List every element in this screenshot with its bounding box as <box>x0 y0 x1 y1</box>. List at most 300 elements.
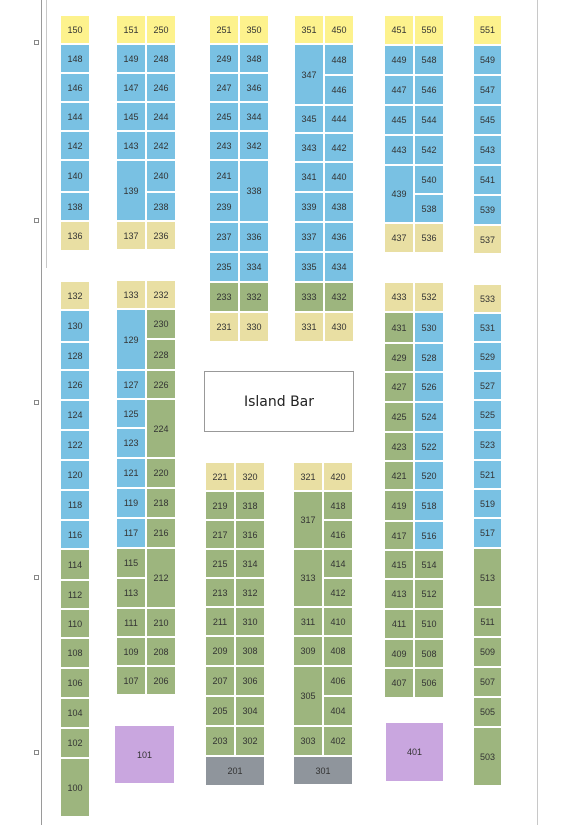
booth-546[interactable] <box>414 75 444 105</box>
booth-230[interactable] <box>146 309 176 339</box>
booth-439[interactable] <box>384 165 414 223</box>
booth-label: 510 <box>421 619 437 629</box>
booth-201[interactable] <box>205 756 265 786</box>
booth-251[interactable] <box>209 15 239 44</box>
booth-138[interactable] <box>60 192 90 221</box>
booth-142[interactable] <box>60 131 90 160</box>
booth-130[interactable] <box>60 310 90 342</box>
booth-226[interactable] <box>146 370 176 399</box>
booth-120[interactable] <box>60 460 90 490</box>
booth-446[interactable] <box>324 75 354 105</box>
booth-450[interactable] <box>324 15 354 44</box>
booth-241[interactable] <box>209 160 239 192</box>
booth-242[interactable] <box>146 131 176 160</box>
booth-label: 246 <box>153 82 169 93</box>
booth-213[interactable] <box>205 578 235 607</box>
booth-505[interactable] <box>473 697 502 727</box>
booth-133[interactable] <box>116 280 146 309</box>
booth-240[interactable] <box>146 160 176 192</box>
booth-label: 240 <box>153 171 169 181</box>
booth-label: 248 <box>153 53 169 64</box>
booth-314[interactable] <box>235 549 265 578</box>
booth-308[interactable] <box>235 636 265 666</box>
booth-418[interactable] <box>323 491 353 520</box>
booth-label: 216 <box>153 528 169 538</box>
booth-208[interactable] <box>146 637 176 666</box>
booth-408[interactable] <box>323 636 353 666</box>
booth-243[interactable] <box>209 131 239 160</box>
booth-306[interactable] <box>235 666 265 696</box>
booth-label: 249 <box>216 53 232 64</box>
booth-537[interactable] <box>473 225 502 254</box>
booth-221[interactable] <box>205 462 235 491</box>
booth-510[interactable] <box>414 609 444 639</box>
booth-151[interactable] <box>116 15 146 44</box>
booth-112[interactable] <box>60 580 90 609</box>
booth-409[interactable] <box>384 639 414 668</box>
booth-320[interactable] <box>235 462 265 491</box>
booth-451[interactable] <box>384 15 414 45</box>
booth-244[interactable] <box>146 102 176 131</box>
booth-136[interactable] <box>60 221 90 251</box>
booth-237[interactable] <box>209 222 239 252</box>
booth-206[interactable] <box>146 666 176 695</box>
booth-533[interactable] <box>473 284 502 313</box>
booth-410[interactable] <box>323 607 353 636</box>
booth-531[interactable] <box>473 313 502 342</box>
booth-139[interactable] <box>116 160 146 221</box>
booth-label: 239 <box>216 202 232 212</box>
booth-348[interactable] <box>239 44 269 73</box>
booth-532[interactable] <box>414 282 444 312</box>
booth-402[interactable] <box>323 726 353 756</box>
booth-547[interactable] <box>473 75 502 105</box>
booth-label: 210 <box>153 617 169 628</box>
booth-label: 201 <box>227 766 243 776</box>
booth-label: 421 <box>391 470 407 481</box>
booth-label: 524 <box>421 412 437 422</box>
booth-label: 348 <box>246 53 262 64</box>
booth-116[interactable] <box>60 520 90 549</box>
booth-312[interactable] <box>235 578 265 607</box>
booth-104[interactable] <box>60 698 90 728</box>
booth-427[interactable] <box>384 372 414 402</box>
booth-541[interactable] <box>473 165 502 195</box>
booth-525[interactable] <box>473 400 502 430</box>
booth-414[interactable] <box>323 549 353 578</box>
booth-label: 251 <box>216 24 232 35</box>
booth-321[interactable] <box>293 462 323 491</box>
booth-343[interactable] <box>294 133 324 162</box>
booth-311[interactable] <box>293 607 323 636</box>
booth-label: 308 <box>242 646 258 656</box>
booth-551[interactable] <box>473 15 502 45</box>
booth-338[interactable] <box>239 160 269 222</box>
booth-129[interactable] <box>116 309 146 370</box>
booth-339[interactable] <box>294 192 324 222</box>
booth-117[interactable] <box>116 518 146 548</box>
booth-label: 321 <box>300 471 316 482</box>
booth-536[interactable] <box>414 223 444 253</box>
booth-432[interactable] <box>324 282 354 312</box>
booth-416[interactable] <box>323 520 353 549</box>
booth-label: 530 <box>421 322 437 333</box>
booth-label: 113 <box>123 588 139 598</box>
booth-label: 101 <box>136 749 153 760</box>
booth-label: 351 <box>301 24 317 35</box>
booth-label: 241 <box>216 171 232 181</box>
booth-label: 250 <box>153 24 169 35</box>
booth-label: 224 <box>153 423 169 434</box>
booth-233[interactable] <box>209 282 239 312</box>
booth-218[interactable] <box>146 488 176 518</box>
booth-101[interactable] <box>114 725 175 784</box>
booth-label: 331 <box>301 322 317 332</box>
booth-423[interactable] <box>384 432 414 461</box>
booth-245[interactable] <box>209 102 239 131</box>
booth-538[interactable] <box>414 194 444 223</box>
booth-542[interactable] <box>414 135 444 165</box>
booth-label: 525 <box>479 410 496 420</box>
booth-420[interactable] <box>323 462 353 491</box>
booth-550[interactable] <box>414 15 444 45</box>
booth-316[interactable] <box>235 520 265 549</box>
booth-label: 507 <box>479 677 496 687</box>
booth-304[interactable] <box>235 696 265 726</box>
booth-label: 342 <box>246 140 262 151</box>
booth-438[interactable] <box>324 192 354 222</box>
booth-335[interactable] <box>294 252 324 282</box>
booth-137[interactable] <box>116 221 146 250</box>
booth-341[interactable] <box>294 162 324 192</box>
booth-label: 304 <box>242 706 258 716</box>
booth-label: 418 <box>330 500 346 511</box>
booth-label: 231 <box>216 322 232 332</box>
booth-label: 129 <box>123 334 139 345</box>
booth-337[interactable] <box>294 222 324 252</box>
booth-label: 313 <box>300 573 316 583</box>
booth-121[interactable] <box>116 458 146 488</box>
booth-507[interactable] <box>473 667 502 697</box>
booth-523[interactable] <box>473 430 502 460</box>
booth-334[interactable] <box>239 252 269 282</box>
booth-447[interactable] <box>384 75 414 105</box>
booth-247[interactable] <box>209 73 239 102</box>
booth-346[interactable] <box>239 73 269 102</box>
booth-548[interactable] <box>414 45 444 75</box>
booth-label: 343 <box>301 142 317 153</box>
booth-508[interactable] <box>414 639 444 668</box>
booth-429[interactable] <box>384 343 414 372</box>
booth-232[interactable] <box>146 280 176 309</box>
booth-label: 247 <box>216 82 232 93</box>
booth-125[interactable] <box>116 399 146 428</box>
booth-545[interactable] <box>473 105 502 135</box>
booth-128[interactable] <box>60 342 90 370</box>
booth-label: 419 <box>391 500 407 511</box>
booth-449[interactable] <box>384 45 414 75</box>
booth-label: 506 <box>421 678 437 688</box>
booth-label: 447 <box>391 85 407 95</box>
booth-333[interactable] <box>294 282 324 312</box>
booth-label: 437 <box>391 233 407 243</box>
booth-label: 123 <box>123 438 139 448</box>
booth-521[interactable] <box>473 460 502 489</box>
booth-144[interactable] <box>60 102 90 131</box>
booth-413[interactable] <box>384 579 414 609</box>
booth-label: 316 <box>242 529 258 540</box>
booth-433[interactable] <box>384 282 414 312</box>
booth-label: 115 <box>123 558 139 568</box>
booth-344[interactable] <box>239 102 269 131</box>
booth-250[interactable] <box>146 15 176 44</box>
booth-106[interactable] <box>60 668 90 698</box>
booth-351[interactable] <box>294 15 324 44</box>
booth-442[interactable] <box>324 133 354 162</box>
booth-239[interactable] <box>209 192 239 222</box>
booth-544[interactable] <box>414 105 444 135</box>
booth-445[interactable] <box>384 105 414 135</box>
booth-238[interactable] <box>146 192 176 221</box>
booth-label: 332 <box>246 292 262 302</box>
booth-label: 451 <box>391 25 407 35</box>
booth-235[interactable] <box>209 252 239 282</box>
booth-207[interactable] <box>205 666 235 696</box>
booth-503[interactable] <box>473 727 502 786</box>
booth-342[interactable] <box>239 131 269 160</box>
booth-406[interactable] <box>323 666 353 696</box>
booth-label: 233 <box>216 292 232 302</box>
booth-113[interactable] <box>116 578 146 608</box>
booth-401[interactable] <box>385 722 444 782</box>
booth-302[interactable] <box>235 726 265 756</box>
booth-216[interactable] <box>146 518 176 548</box>
booth-150[interactable] <box>60 15 90 44</box>
booth-415[interactable] <box>384 550 414 579</box>
booth-220[interactable] <box>146 458 176 488</box>
booth-540[interactable] <box>414 165 444 194</box>
booth-228[interactable] <box>146 339 176 370</box>
booth-label: 213 <box>212 587 228 598</box>
booth-149[interactable] <box>116 44 146 73</box>
booth-label: 425 <box>391 412 407 422</box>
booth-530[interactable] <box>414 312 444 343</box>
booth-143[interactable] <box>116 131 146 160</box>
booth-label: 516 <box>421 530 437 541</box>
booth-label: 523 <box>479 440 496 450</box>
booth-111[interactable] <box>116 608 146 637</box>
booth-label: 337 <box>301 232 317 242</box>
booth-label: 236 <box>153 230 169 241</box>
booth-539[interactable] <box>473 195 502 225</box>
booth-512[interactable] <box>414 579 444 609</box>
booth-345[interactable] <box>294 105 324 133</box>
booth-318[interactable] <box>235 491 265 520</box>
booth-248[interactable] <box>146 44 176 73</box>
booth-519[interactable] <box>473 489 502 518</box>
booth-310[interactable] <box>235 607 265 636</box>
booth-309[interactable] <box>293 636 323 666</box>
booth-118[interactable] <box>60 490 90 520</box>
booth-148[interactable] <box>60 44 90 73</box>
booth-label: 136 <box>67 231 83 241</box>
booth-label: 411 <box>391 619 407 629</box>
booth-331[interactable] <box>294 312 324 342</box>
booth-511[interactable] <box>473 607 502 637</box>
booth-label: 107 <box>123 675 139 686</box>
booth-246[interactable] <box>146 73 176 102</box>
booth-label: 531 <box>479 322 496 333</box>
booth-425[interactable] <box>384 402 414 432</box>
booth-label: 415 <box>391 559 407 570</box>
booth-126[interactable] <box>60 370 90 400</box>
booth-347[interactable] <box>294 44 324 105</box>
booth-336[interactable] <box>239 222 269 252</box>
booth-419[interactable] <box>384 490 414 521</box>
booth-219[interactable] <box>205 491 235 520</box>
booth-434[interactable] <box>324 252 354 282</box>
booth-label: 402 <box>330 736 346 746</box>
booth-217[interactable] <box>205 520 235 549</box>
booth-123[interactable] <box>116 428 146 458</box>
booth-209[interactable] <box>205 636 235 666</box>
booth-label: 228 <box>153 349 169 360</box>
booth-444[interactable] <box>324 105 354 133</box>
booth-421[interactable] <box>384 461 414 490</box>
booth-109[interactable] <box>116 637 146 666</box>
booth-114[interactable] <box>60 549 90 580</box>
booth-211[interactable] <box>205 607 235 636</box>
booth-label: 538 <box>421 203 437 214</box>
island-bar-label: Island Bar <box>243 393 315 410</box>
booth-label: 133 <box>123 289 139 300</box>
booth-528[interactable] <box>414 343 444 372</box>
booth-332[interactable] <box>239 282 269 312</box>
booth-107[interactable] <box>116 666 146 695</box>
booth-label: 444 <box>331 114 347 124</box>
booth-102[interactable] <box>60 728 90 758</box>
booth-249[interactable] <box>209 44 239 73</box>
booth-110[interactable] <box>60 609 90 638</box>
booth-514[interactable] <box>414 550 444 579</box>
booth-215[interactable] <box>205 549 235 578</box>
booth-436[interactable] <box>324 222 354 252</box>
booth-527[interactable] <box>473 371 502 400</box>
booth-label: 145 <box>123 111 139 122</box>
booth-label: 512 <box>421 589 437 599</box>
booth-513[interactable] <box>473 548 502 607</box>
booth-140[interactable] <box>60 160 90 192</box>
wall-marker <box>34 400 39 405</box>
booth-label: 404 <box>330 706 346 716</box>
booth-100[interactable] <box>60 758 90 817</box>
booth-label: 305 <box>300 691 316 701</box>
booth-124[interactable] <box>60 400 90 430</box>
booth-411[interactable] <box>384 609 414 639</box>
booth-147[interactable] <box>116 73 146 102</box>
booth-412[interactable] <box>323 578 353 607</box>
booth-303[interactable] <box>293 726 323 756</box>
booth-549[interactable] <box>473 45 502 75</box>
booth-label: 345 <box>301 114 317 124</box>
booth-label: 320 <box>242 471 258 482</box>
booth-label: 126 <box>67 380 83 390</box>
booth-509[interactable] <box>473 637 502 667</box>
booth-516[interactable] <box>414 521 444 550</box>
booth-label: 150 <box>67 24 83 35</box>
booth-label: 528 <box>421 352 437 363</box>
booth-431[interactable] <box>384 312 414 343</box>
booth-label: 339 <box>301 202 317 212</box>
booth-330[interactable] <box>239 312 269 342</box>
booth-526[interactable] <box>414 372 444 402</box>
booth-305[interactable] <box>293 666 323 726</box>
booth-label: 218 <box>153 498 169 508</box>
booth-146[interactable] <box>60 73 90 102</box>
booth-212[interactable] <box>146 548 176 608</box>
booth-label: 514 <box>421 559 437 570</box>
booth-label: 206 <box>153 675 169 686</box>
booth-label: 138 <box>67 201 83 212</box>
booth-301[interactable] <box>293 756 353 785</box>
booth-231[interactable] <box>209 312 239 342</box>
booth-label: 111 <box>124 617 138 628</box>
booth-529[interactable] <box>473 342 502 371</box>
booth-518[interactable] <box>414 490 444 521</box>
booth-350[interactable] <box>239 15 269 44</box>
booth-203[interactable] <box>205 726 235 756</box>
booth-label: 211 <box>212 616 228 627</box>
booth-430[interactable] <box>324 312 354 342</box>
wall-marker <box>34 40 39 45</box>
booth-127[interactable] <box>116 370 146 399</box>
booth-label: 132 <box>67 290 83 301</box>
booth-224[interactable] <box>146 399 176 458</box>
booth-label: 317 <box>300 515 316 525</box>
booth-145[interactable] <box>116 102 146 131</box>
booth-404[interactable] <box>323 696 353 726</box>
booth-443[interactable] <box>384 135 414 165</box>
booth-205[interactable] <box>205 696 235 726</box>
booth-524[interactable] <box>414 402 444 432</box>
booth-132[interactable] <box>60 281 90 310</box>
booth-313[interactable] <box>293 549 323 607</box>
booth-label: 149 <box>123 53 139 64</box>
booth-517[interactable] <box>473 518 502 548</box>
booth-522[interactable] <box>414 432 444 461</box>
booth-437[interactable] <box>384 223 414 253</box>
booth-417[interactable] <box>384 521 414 550</box>
booth-122[interactable] <box>60 430 90 460</box>
booth-label: 420 <box>330 471 346 482</box>
booth-label: 406 <box>330 676 346 686</box>
booth-210[interactable] <box>146 608 176 637</box>
booth-440[interactable] <box>324 162 354 192</box>
booth-label: 550 <box>421 25 437 35</box>
booth-label: 450 <box>331 24 347 35</box>
booth-506[interactable] <box>414 668 444 698</box>
booth-317[interactable] <box>293 491 323 549</box>
booth-407[interactable] <box>384 668 414 698</box>
booth-108[interactable] <box>60 638 90 668</box>
booth-label: 116 <box>67 529 83 540</box>
booth-448[interactable] <box>324 44 354 75</box>
booth-520[interactable] <box>414 461 444 490</box>
booth-115[interactable] <box>116 548 146 578</box>
booth-119[interactable] <box>116 488 146 518</box>
booth-236[interactable] <box>146 221 176 250</box>
booth-543[interactable] <box>473 135 502 165</box>
